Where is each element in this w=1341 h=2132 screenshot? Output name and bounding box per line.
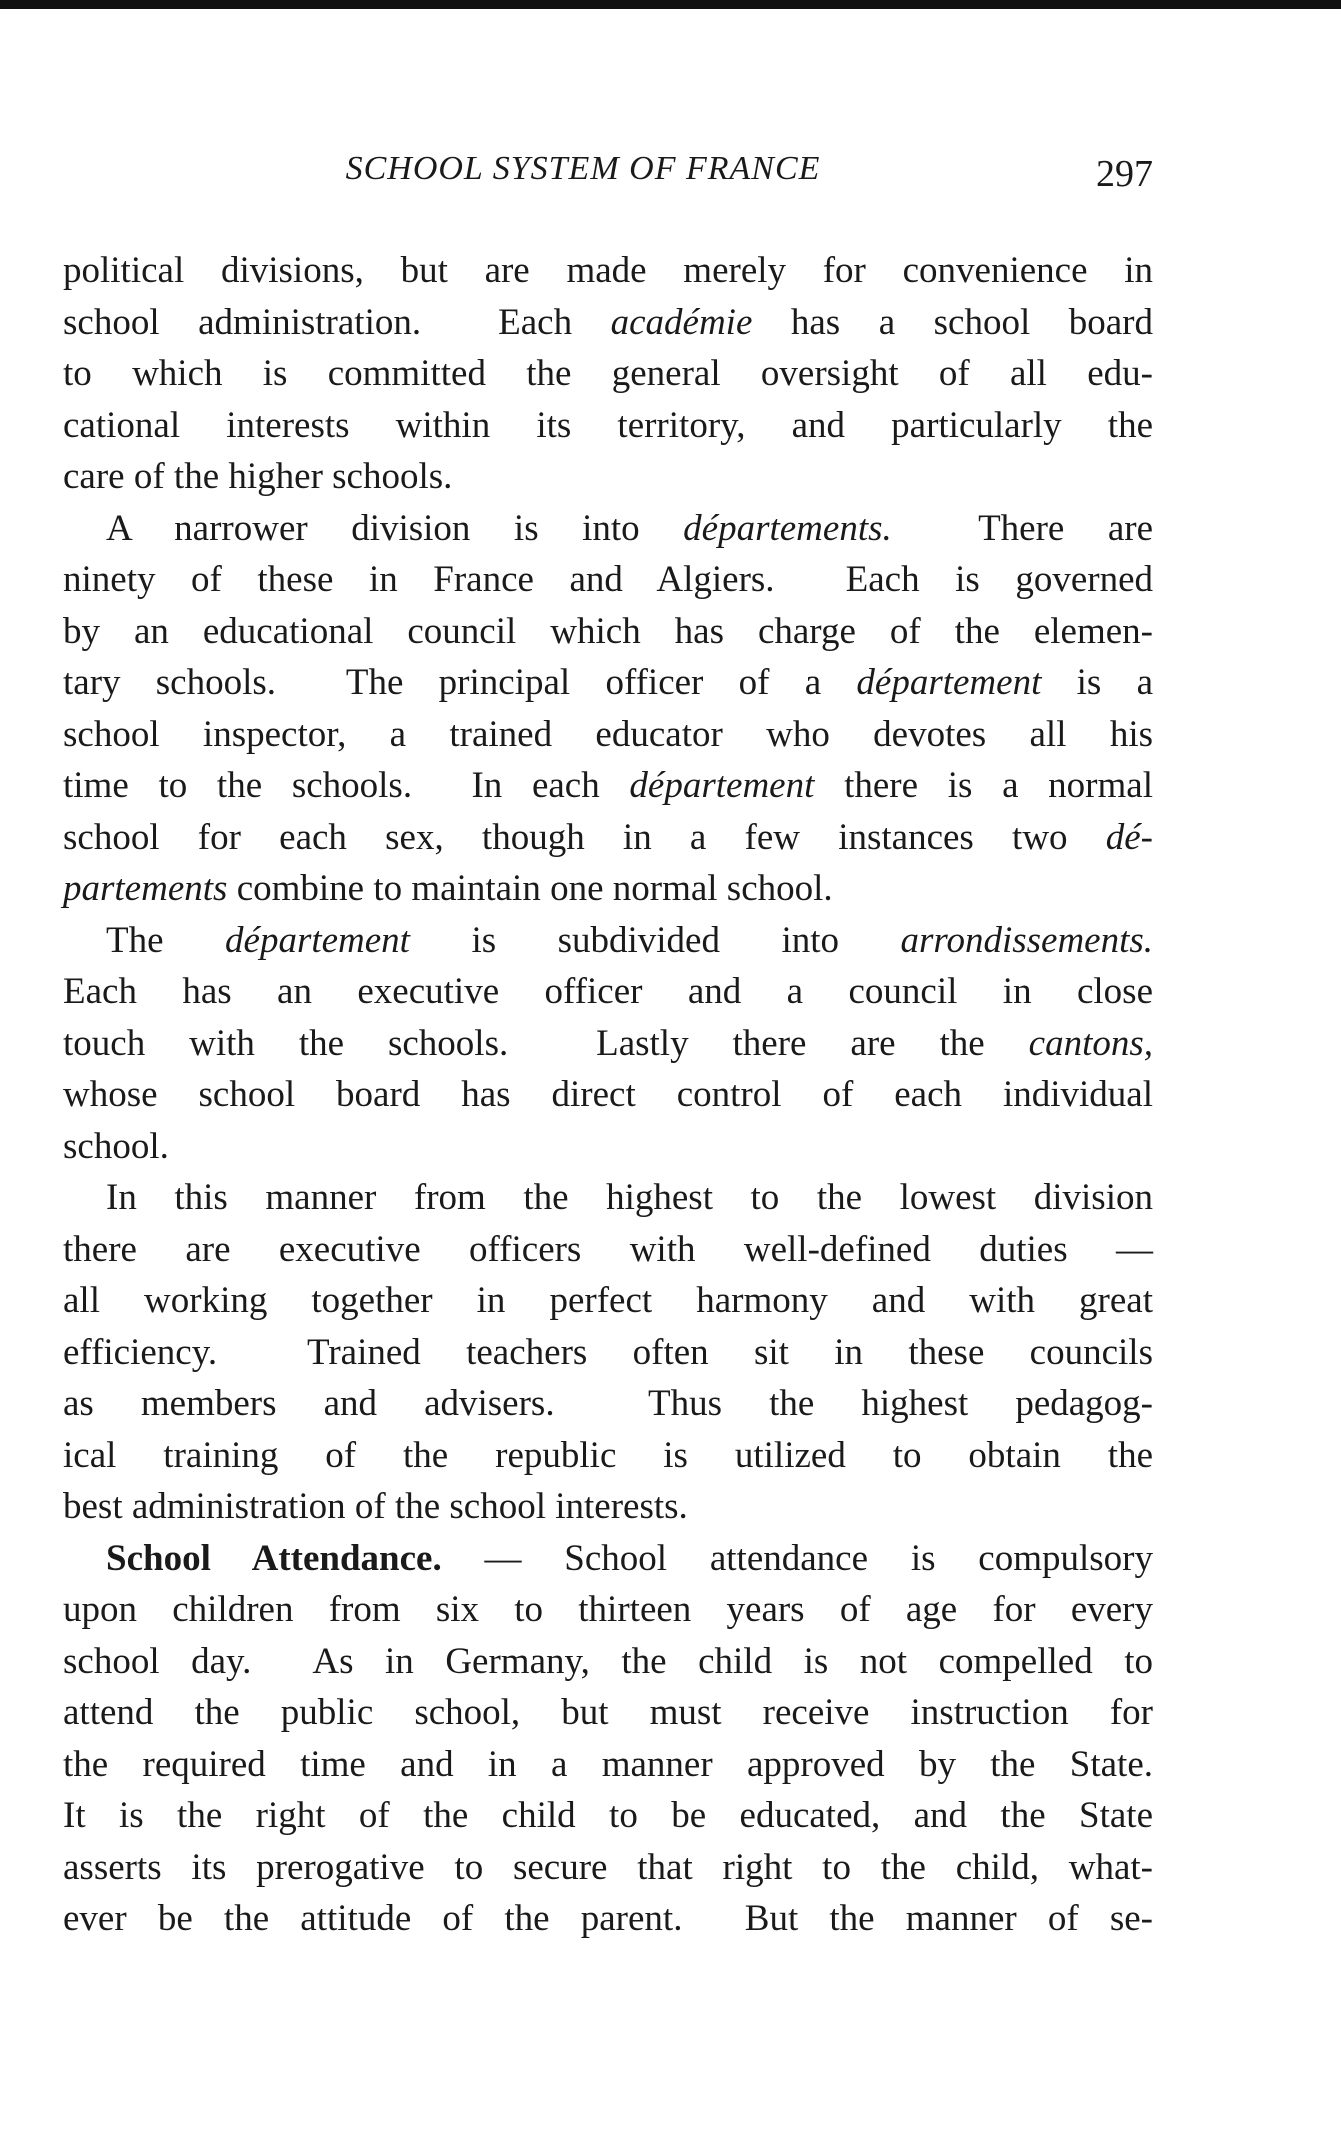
text-line: school for each sex, though in a few instances two dé- (63, 816, 1153, 858)
text-line: whose school board has direct control of each individual (63, 1074, 1153, 1115)
text-line: In this manner from the highest to the lowest division (106, 1177, 1153, 1218)
page-number: 297 (1096, 153, 1153, 195)
text-line: efficiency. Trained teachers often sit in these councils (63, 1331, 1153, 1373)
text-line: time to the schools. In each département there is a normal (63, 765, 1153, 806)
text-line: the required time and in a manner approved by the State. (63, 1743, 1153, 1785)
paragraph (63, 1533, 1153, 1945)
text-line: to which is committed the general oversight of all edu- (63, 353, 1153, 394)
text-line: best administration of the school interests. (63, 1486, 688, 1527)
paragraph (63, 503, 1153, 915)
text-line: cational interests within its territory, and particularly the (63, 404, 1153, 446)
running-title: SCHOOL SYSTEM OF FRANCE (345, 150, 821, 187)
text-line: It is the right of the child to be educated, and the State (63, 1795, 1153, 1836)
text-line: school day. As in Germany, the child is not compelled to (63, 1640, 1153, 1682)
text-line: School Attendance. — School attendance is compulsory (106, 1537, 1153, 1579)
text-line: Each has an executive officer and a council in close (63, 971, 1153, 1012)
text-line: all working together in perfect harmony and with great (63, 1280, 1153, 1321)
paragraph (63, 245, 1153, 503)
body-text (63, 245, 1153, 1945)
text-line: touch with the schools. Lastly there are the cantons, (63, 1022, 1153, 1064)
text-line: by an educational council which has charge of the elemen- (63, 610, 1153, 652)
text-line: care of the higher schools. (63, 456, 453, 497)
paragraph (63, 915, 1153, 1173)
text-line: as members and advisers. Thus the highest pedagog- (63, 1383, 1153, 1424)
text-line: partements combine to maintain one normal school. (63, 868, 833, 909)
text-line: there are executive officers with well-defined duties — (63, 1228, 1153, 1270)
text-line: political divisions, but are made merely for convenience in (63, 250, 1153, 291)
text-line: A narrower division is into départements. There are (106, 507, 1154, 549)
top-border-rule (0, 0, 1341, 9)
text-line: asserts its prerogative to secure that right to the child, what- (63, 1846, 1153, 1888)
text-line: school administration. Each académie has a school board (63, 301, 1154, 343)
text-line: ever be the attitude of the parent. But the manner of se- (63, 1898, 1153, 1939)
paragraph (63, 1172, 1153, 1533)
text-line: The département is subdivided into arrondissements. (106, 919, 1154, 961)
text-line: tary schools. The principal officer of a département is a (63, 662, 1153, 703)
text-line: upon children from six to thirteen years of age for every (63, 1589, 1153, 1630)
text-line: ical training of the republic is utilized to obtain the (63, 1434, 1153, 1476)
text-line: school. (63, 1125, 169, 1167)
text-line: school inspector, a trained educator who devotes all his (63, 713, 1153, 755)
text-line: ninety of these in France and Algiers. Each is governed (63, 559, 1153, 600)
text-line: attend the public school, but must receive instruction for (63, 1692, 1153, 1733)
section-heading: School Attendance. (106, 1537, 442, 1579)
running-head (63, 150, 1153, 200)
